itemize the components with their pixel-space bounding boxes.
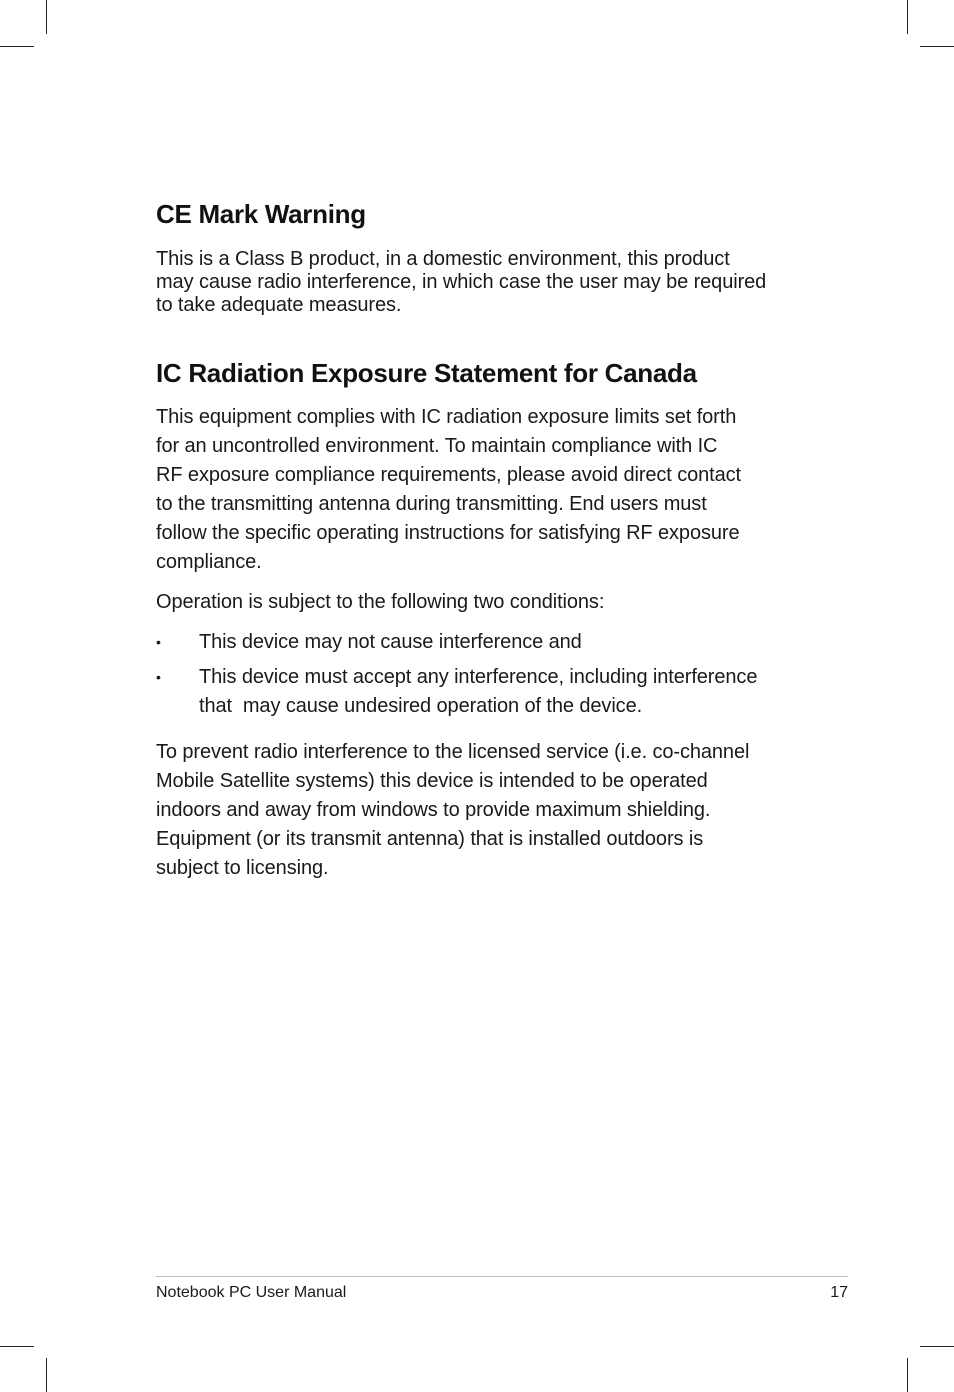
page-content (156, 198, 816, 883)
paragraph-line: This equipment complies with IC radiation exposure limits set forth (156, 406, 737, 428)
bullet-icon: • (156, 669, 161, 685)
conditions-list (156, 628, 816, 721)
crop-mark-top-right-vertical (907, 0, 908, 34)
ic-paragraph-conditions-intro: Operation is subject to the following two conditions: (156, 591, 605, 613)
list-item (156, 663, 816, 721)
ic-statement-heading: IC Radiation Exposure Statement for Canada (156, 358, 697, 388)
crop-mark-top-left-vertical (46, 0, 47, 34)
paragraph-line: To prevent radio interference to the licensed service (i.e. co-channel (156, 741, 750, 763)
paragraph-line: Equipment (or its transmit antenna) that is installed outdoors is (156, 828, 704, 850)
list-item-line: This device must accept any interference, including interference (199, 666, 758, 688)
list-item-line: This device may not cause interference and (199, 631, 582, 653)
footer-manual-title: Notebook PC User Manual (156, 1284, 347, 1301)
ce-mark-heading: CE Mark Warning (156, 199, 366, 229)
paragraph-line: for an uncontrolled environment. To maintain compliance with IC (156, 435, 718, 457)
ic-paragraph-interference (156, 738, 816, 883)
crop-mark-top-left-horizontal (0, 46, 34, 47)
crop-mark-bottom-left-horizontal (0, 1346, 34, 1347)
paragraph-line: compliance. (156, 551, 262, 573)
footer-divider (156, 1276, 848, 1277)
paragraph-line: indoors and away from windows to provide maximum shielding. (156, 799, 711, 821)
ce-mark-body (156, 248, 816, 317)
bullet-icon: • (156, 634, 161, 650)
ce-line: to take adequate measures. (156, 294, 402, 316)
crop-mark-bottom-right-vertical (907, 1358, 908, 1392)
paragraph-line: to the transmitting antenna during transmitting. End users must (156, 493, 707, 515)
paragraph-line: RF exposure compliance requirements, please avoid direct contact (156, 464, 742, 486)
paragraph-line: Mobile Satellite systems) this device is intended to be operated (156, 770, 708, 792)
list-item-line: that may cause undesired operation of the device. (199, 695, 643, 717)
crop-mark-bottom-right-horizontal (920, 1346, 954, 1347)
list-item (156, 628, 816, 657)
ce-line: may cause radio interference, in which case the user may be required (156, 271, 767, 293)
crop-mark-bottom-left-vertical (46, 1358, 47, 1392)
paragraph-line: follow the speciﬁc operating instructions for satisfying RF exposure (156, 522, 740, 544)
page-number: 17 (830, 1284, 848, 1301)
crop-mark-top-right-horizontal (920, 46, 954, 47)
ic-paragraph-compliance (156, 403, 816, 577)
ce-line: This is a Class B product, in a domestic environment, this product (156, 248, 730, 270)
paragraph-line: subject to licensing. (156, 857, 329, 879)
